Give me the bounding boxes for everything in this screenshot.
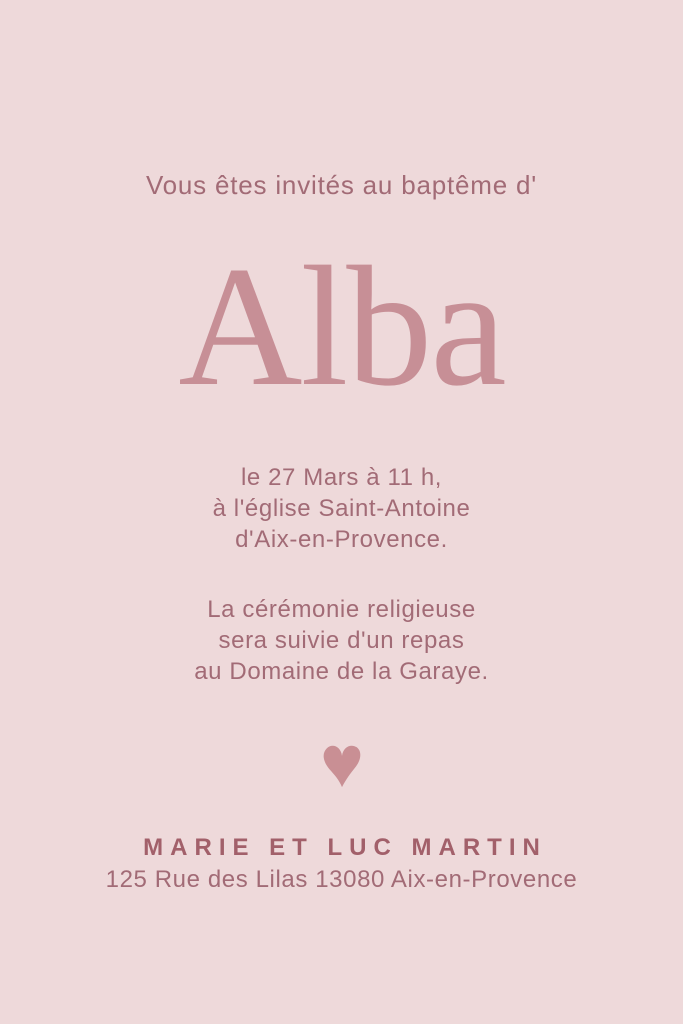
baby-name: Alba	[178, 232, 505, 422]
hosts-address: 125 Rue des Lilas 13080 Aix-en-Provence	[105, 866, 578, 893]
heart-icon	[0, 736, 683, 794]
ceremony-line-1: La cérémonie religieuse	[207, 596, 476, 623]
ceremony-line-3: au Domaine de la Garaye.	[194, 658, 489, 685]
ceremony-details	[0, 594, 683, 687]
event-date-time: le 27 Mars à 11 h,	[240, 464, 443, 491]
hosts-names: MARIE ET LUC MARTIN	[143, 834, 547, 861]
event-city: d'Aix-en-Provence.	[235, 526, 448, 553]
event-details	[0, 462, 683, 555]
ceremony-line-2: sera suivie d'un repas	[218, 627, 465, 654]
intro-text: Vous êtes invités au baptême d'	[145, 170, 538, 200]
event-church: à l'église Saint-Antoine	[212, 495, 471, 522]
